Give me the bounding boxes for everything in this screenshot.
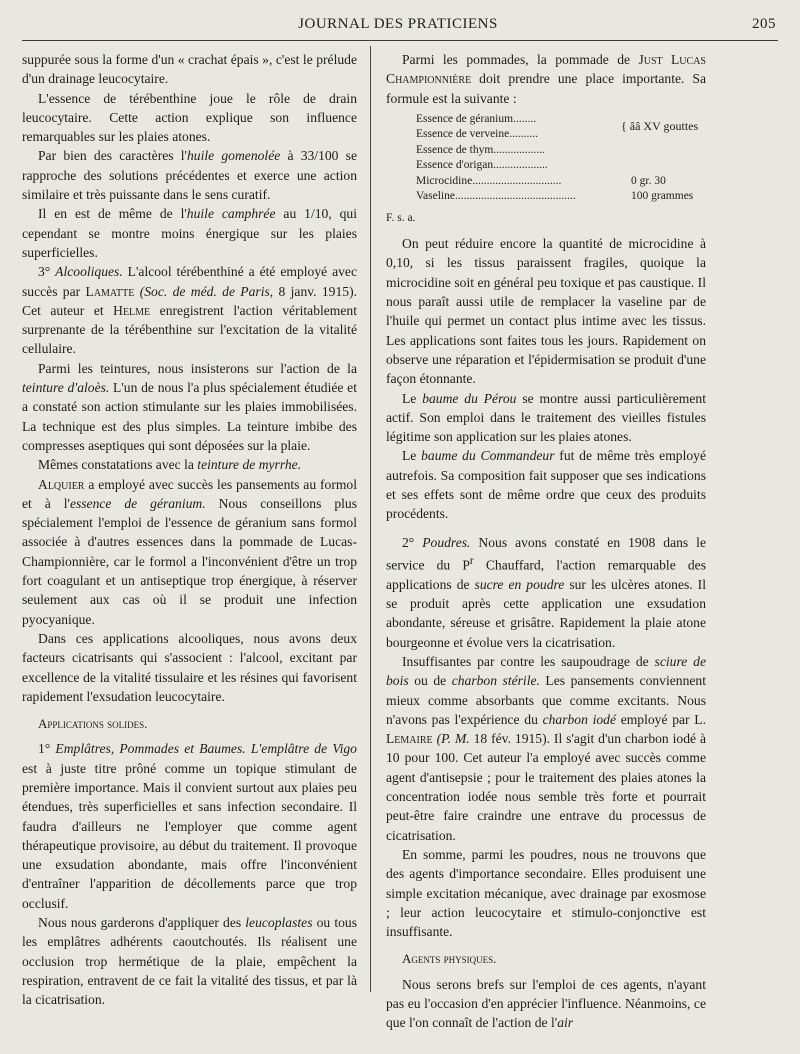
brace: {	[621, 118, 630, 133]
journal-title: JOURNAL DES PRATICIENS	[298, 16, 498, 32]
formula-lines	[416, 112, 706, 205]
paragraph: Parmi les teintures, nous insisterons sur l'action de la teinture d'aloès. L'un de nous l'a plus spécialement étudiée et a constaté son action stimulante sur les plaies immobilisées. La technique est des plus simples. La teinture imbibe des compresses aseptiques qui sont déposées sur la plaie.	[22, 360, 357, 453]
formula-row: Microcidine............................... 0 gr. 30	[416, 174, 666, 187]
formula-note: F. s. a.	[386, 211, 416, 224]
paragraph: Alquier a employé avec succès les pansements au formol et à l'essence de géranium. Nous conseillons plus spécialement l'emploi de l'essence de géranium sans formol associée à d'autres essences dans la pommade de Lucas-Championnière, car le formol a l'inconvénient d'être un trop fort coagulant et un antiseptique trop énergique, à réserver seulement aux cas où il se produit une infection pyocyanique.	[22, 476, 357, 627]
spacer	[386, 524, 706, 533]
brace-dose: { ââ XV gouttes	[621, 118, 699, 133]
paragraph: En somme, parmi les poudres, nous ne trouvons que des agents d'importance secondaire. Elles produisent une simple excitation mécanique, avec drainage par exosmose ; leur action leucocytaire et stimulo-conjonctive est insuffisante.	[386, 846, 706, 940]
running-head	[20, 16, 776, 38]
paragraph: Par bien des caractères l'huile gomenolée à 33/100 se rapproche des solutions précédentes et exerce une action similaire et très puissante dans le sens curatif.	[22, 148, 357, 203]
formula-row: Essence de géranium........	[416, 112, 537, 125]
paragraph: Mêmes constatations avec la teinture de myrrhe.	[38, 457, 302, 473]
paragraph: 2° Poudres. Nous avons constaté en 1908 dans le service du $P^r$ Chauffard, l'action remarquable des applications de sucre en poudre sur les ulcères atones. Il se produit après cette application une exsudation abondante, séreuse et grisâtre. Rapidement la plaie atone bourgeonne et évolue vers la cicatrisation.	[386, 534, 706, 650]
column-divider	[370, 46, 371, 992]
formula-row: Vaseline.......................................... 100 grammes	[416, 190, 694, 203]
paragraph: Nous serons brefs sur l'emploi de ces agents, n'ayant pas eu l'occasion d'en apprécier l'influence. Néanmoins, ce que l'on connaît de l'action de l'air	[386, 976, 706, 1031]
paragraph: suppurée sous la forme d'un « crachat épais », c'est le prélude d'un drainage leucocytaire.	[22, 52, 357, 87]
paragraph: 1° Emplâtres, Pommades et Baumes. L'emplâtre de Vigo est à juste titre prôné comme un topique stimulant de première importance. Mais il convient surtout aux plaies peu étendues, très superficielles et sans infection secondaire. Il faudra d'ailleurs ne l'employer que comme agent thérapeutique provisoire, au début du traitement. Il provoque une exsudation abondante, mais offre l'inconvénient d'entraîner l'apparition de décollements parce que trop occlusif.	[22, 741, 357, 911]
page-number: 205	[752, 16, 776, 32]
formula-row: Essence de verveine..........	[416, 128, 538, 141]
left-column	[22, 50, 357, 1010]
section-heading: Applications solides.	[38, 716, 148, 732]
paragraph: Le baume du Pérou se montre aussi particulièrement actif. Son emploi dans le traitement des vieilles fistules légitime son application sur les plaies atones.	[386, 390, 706, 445]
formula-block	[416, 112, 706, 205]
right-column	[386, 50, 706, 1033]
paragraph: Il en est de même de l'huile camphrée au 1/10, qui cependant se montre moins énergique sur les plaies superficielles.	[22, 206, 357, 260]
paragraph: L'essence de térébenthine joue le rôle de drain leucocytaire. Cette action explique son influence remarquables sur les plaies atones.	[22, 90, 357, 145]
paragraph: Le baume du Commandeur fut de même très employé autrefois. Sa composition fait supposer que ses indications et ses effets sont de même ordre que ceux des produits procédents.	[386, 448, 706, 522]
paragraph: Dans ces applications alcooliques, nous avons deux facteurs cicatrisants qui s'associent : l'alcool, excitant par excellence de la vitalité tissulaire et les résines qui favorisent rapidement l'exsudation leucocytaire.	[22, 630, 357, 704]
header-rule	[22, 40, 778, 41]
paragraph: 3° Alcooliques. L'alcool térébenthiné a été employé avec succès par Lamatte (Soc. de méd. de Paris, 8 janv. 1915). Cet auteur et Helme enregistrent l'action véritablement surprenante de la térébenthine sur l'excitation de la vitalité cellulaire.	[22, 264, 357, 357]
paragraph: On peut réduire encore la quantité de microcidine à 0,10, si les tissus paraissent fragiles, quoique la microcidine soit en général peu toxique et pas caustique. Il nous paraît aussi utile de remplacer la vaseline par de l'huile qui permet un contact plus intime avec les tissus. Les applications sont faites tous les jours. Rapidement on observe une réparation et l'épidermisation se produit d'une façon étonnante.	[386, 236, 706, 387]
formula-row: Essence de thym..................	[416, 143, 546, 156]
paragraph: Nous nous garderons d'appliquer des leucoplastes ou tous les emplâtres adhérents caoutchoutés. Ils réalisent une occlusion trop hermétique de la plaie, empêchent la respiration, entravent de ce fait la vitalité des tissus, et par là la cicatrisation.	[22, 915, 357, 1008]
paragraph: Insuffisantes par contre les saupoudrage de sciure de bois ou de charbon stérile. Les pansements conviennent mieux comme absorbants que comme excitants. Nous n'avons pas l'expérience du charbon iodé employé par L. Lemaire (P. M. 18 fév. 1915). Il s'agit d'un charbon iodé à 10 pour 100. Cet auteur l'a employé avec succès comme agent d'antisepsie ; pour le traitement des plaies atones la concentration iodée nous semble très forte et pourrait peut-être faire craindre une entrave du processus de cicatrisation.	[386, 653, 706, 843]
section-heading: Agents physiques.	[402, 951, 497, 967]
paragraph: Parmi les pommades, la pommade de Just Lucas Championnière doit prendre une place importante. Sa formule est la suivante :	[386, 52, 706, 106]
formula-row: Essence d'origan...................	[416, 159, 548, 172]
